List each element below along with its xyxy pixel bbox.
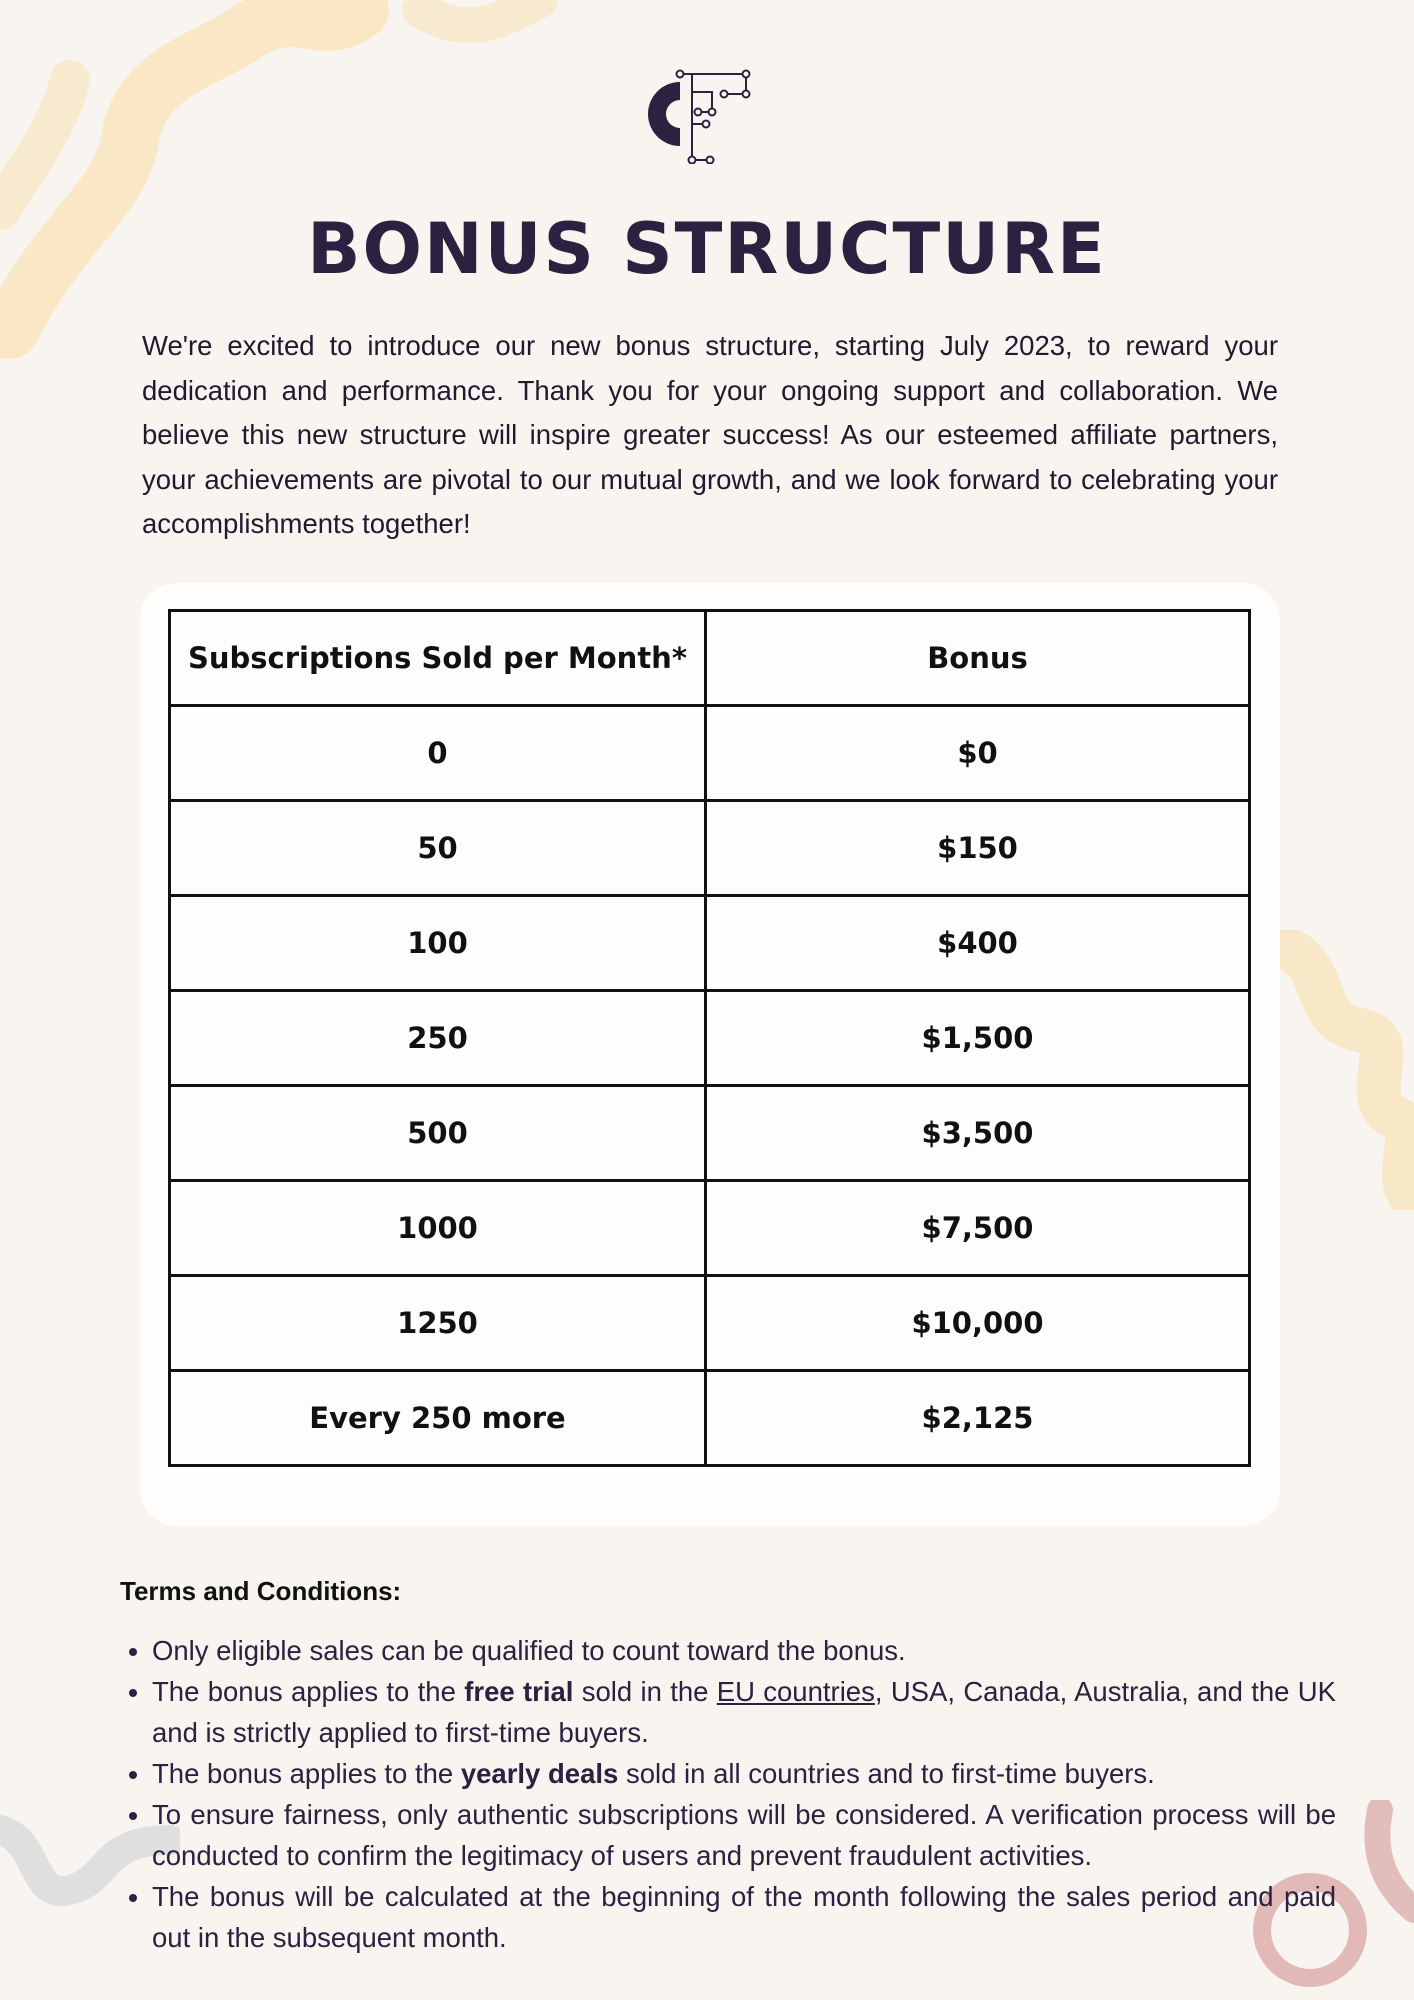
free-trial-emphasis: free trial [464, 1676, 574, 1707]
brush-stroke-top-left [0, 0, 560, 360]
subscriptions-cell: 1000 [170, 1181, 706, 1276]
terms-item-text: The bonus applies to the [152, 1758, 461, 1789]
terms-heading: Terms and Conditions: [120, 1576, 402, 1606]
terms-item-yearly-deals [152, 1753, 1336, 1794]
subscriptions-cell: 500 [170, 1086, 706, 1181]
terms-item-text: , USA, Canada, Australia, and the UK and is strictly applied to first-time buyers. [152, 1676, 1336, 1748]
intro-paragraph: We're excited to introduce our new bonus structure, starting July 2023, to reward your dedication and performance. Thank you for your ongoing support and collaboration. We believe this new structure will inspire greater success! As our esteemed affiliate partners, your achievements are pivotal to our mutual growth, and we look forward to celebrating your accomplishments together! [142, 330, 1278, 539]
terms-item-free-trial [152, 1671, 1336, 1753]
bonus-cell: $10,000 [706, 1276, 1250, 1371]
bonus-table-card [140, 583, 1280, 1526]
terms-item-text: sold in all countries and to first-time buyers. [618, 1758, 1155, 1789]
bonus-cell: $400 [706, 896, 1250, 991]
bonus-cell: $3,500 [706, 1086, 1250, 1181]
subscriptions-cell: 100 [170, 896, 706, 991]
terms-item-verification [152, 1794, 1336, 1876]
table-header-row [170, 611, 1250, 706]
terms-list [120, 1630, 1336, 1958]
header-subscriptions: Subscriptions Sold per Month* [170, 611, 706, 706]
terms-item-text: The bonus will be calculated at the beginning of the month following the sales period and paid out in the subsequent month. [152, 1881, 1336, 1953]
subscriptions-cell: 250 [170, 991, 706, 1086]
eu-countries-link[interactable]: EU countries [716, 1676, 875, 1707]
terms-item-text: To ensure fairness, only authentic subscriptions will be considered. A verification process will be conducted to confirm the legitimacy of users and prevent fraudulent activities. [152, 1799, 1336, 1871]
page-title: BONUS STRUCTURE [307, 208, 1107, 290]
table-row [170, 1181, 1250, 1276]
subscriptions-cell: 50 [170, 801, 706, 896]
bonus-cell: $7,500 [706, 1181, 1250, 1276]
bonus-cell: $150 [706, 801, 1250, 896]
terms-item-payout [152, 1876, 1336, 1958]
brush-stroke-right [1270, 930, 1414, 1210]
terms-item-text: The bonus applies to the [152, 1676, 465, 1707]
subscriptions-cell: 1250 [170, 1276, 706, 1371]
terms-item-text: sold in the [573, 1676, 717, 1707]
header-bonus: Bonus [706, 611, 1250, 706]
subscriptions-cell: Every 250 more [170, 1371, 706, 1466]
bonus-cell: $1,500 [706, 991, 1250, 1086]
bonus-cell: $0 [706, 706, 1250, 801]
table-row [170, 1276, 1250, 1371]
table-row [170, 1371, 1250, 1466]
bonus-table [168, 609, 1251, 1467]
table-row [170, 1086, 1250, 1181]
terms-item-text: Only eligible sales can be qualified to count toward the bonus. [152, 1635, 906, 1666]
terms-item-eligible-sales [152, 1630, 1336, 1671]
table-row [170, 991, 1250, 1086]
table-row [170, 706, 1250, 801]
table-row [170, 801, 1250, 896]
subscriptions-cell: 0 [170, 706, 706, 801]
table-row [170, 896, 1250, 991]
bonus-cell: $2,125 [706, 1371, 1250, 1466]
cf-logo [632, 64, 752, 164]
yearly-deals-emphasis: yearly deals [460, 1758, 619, 1789]
